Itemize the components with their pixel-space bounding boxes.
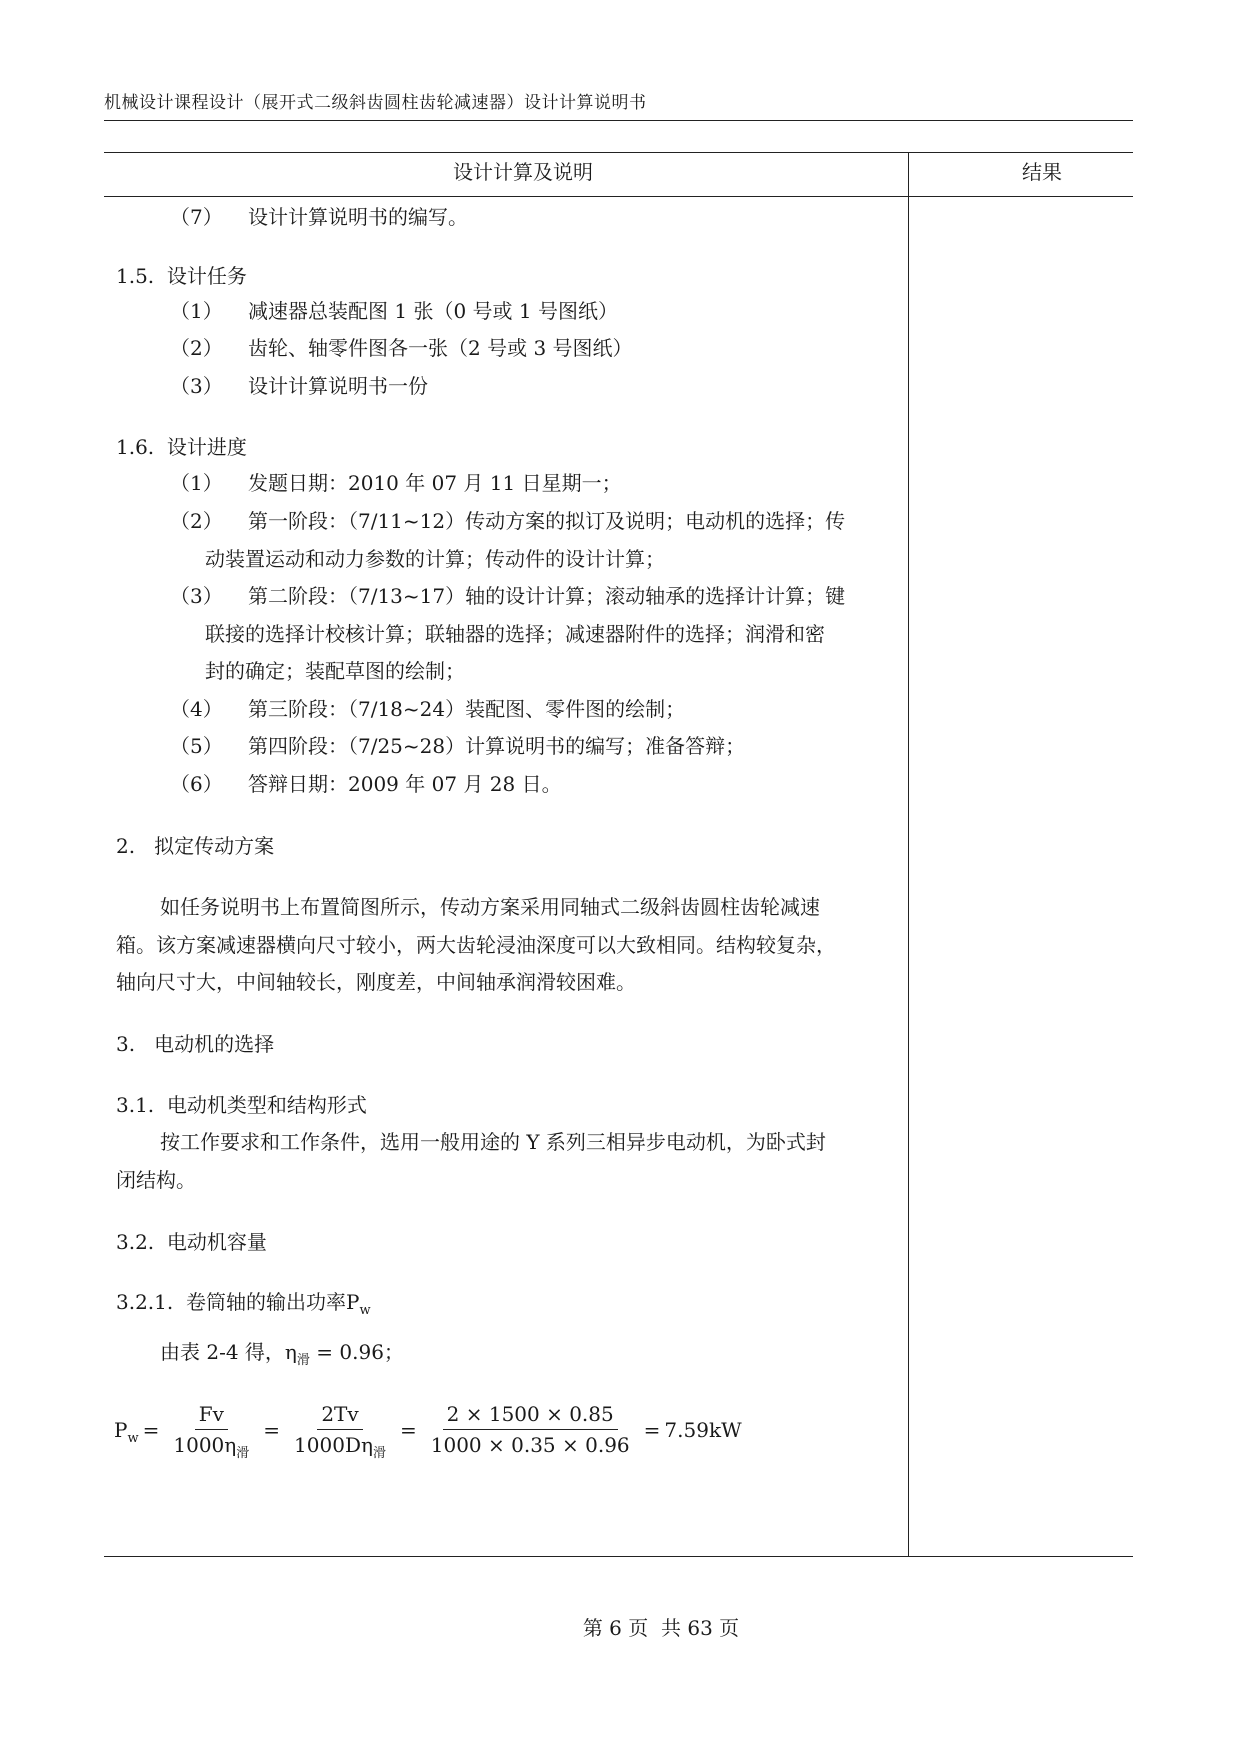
list-item-continuation: 封的确定；装配草图的绘制；	[205, 659, 465, 683]
list-item: （3） 第二阶段：（7/13~17）轴的设计计算；滚动轴承的选择计计算；键	[170, 584, 846, 608]
paragraph-line: 如任务说明书上布置简图所示，传动方案采用同轴式二级斜齿圆柱齿轮减速	[160, 895, 820, 919]
list-item: （3） 设计计算说明书一份	[170, 374, 428, 398]
table-top-rule	[104, 152, 1133, 153]
section-heading-2: 2. 拟定传动方案	[116, 834, 275, 858]
table-reference-line: 由表 2-4 得，$\eta_滑 = 0.96$；	[160, 1340, 404, 1368]
section-heading-3-2: 3.2. 电动机容量	[116, 1230, 267, 1254]
section-heading-3: 3. 电动机的选择	[116, 1032, 275, 1056]
section-heading-1-5: 1.5. 设计任务	[116, 264, 247, 288]
fraction-3: $\frac{2 \times 1500 \times 0.85}{1000 \times 0.35 \times 0.96}$	[430, 1402, 630, 1457]
column-header-result: 结果	[1022, 160, 1062, 184]
paragraph-line: 轴向尺寸大，中间轴较长，刚度差，中间轴承润滑较困难。	[116, 970, 636, 994]
column-header-main: 设计计算及说明	[453, 160, 593, 184]
section-heading-3-2-1: 3.2.1. 卷筒轴的输出功率$P_w$	[116, 1290, 371, 1318]
table-column-divider	[908, 152, 909, 1557]
section-heading-3-1: 3.1. 电动机类型和结构形式	[116, 1093, 367, 1117]
formula-lhs: $P_w$	[114, 1417, 139, 1446]
formula-result: 7.59kW	[664, 1417, 742, 1442]
table-bottom-rule	[104, 1556, 1133, 1557]
power-formula: $P_w$ = $\frac{Fv}{1000\eta_滑}$ = $\frac{2Tv}{1000D\eta_滑}$ = $\frac{2 \times 1500 \times 0.85}{1000 \times 0.35 \times 0.96}$ = 7.59kW	[114, 1402, 742, 1461]
list-item: （1） 减速器总装配图 1 张（0 号或 1 号图纸）	[170, 299, 618, 323]
table-header-rule	[104, 196, 1133, 197]
page-header-title: 机械设计课程设计（展开式二级斜齿圆柱齿轮减速器）设计计算说明书	[104, 93, 647, 113]
section-heading-1-6: 1.6. 设计进度	[116, 435, 247, 459]
paragraph-line: 箱。该方案减速器横向尺寸较小，两大齿轮浸油深度可以大致相同。结构较复杂，	[116, 933, 836, 957]
list-item: （4） 第三阶段：（7/18~24）装配图、零件图的绘制；	[170, 697, 686, 721]
list-item-continuation: 联接的选择计校核计算；联轴器的选择；减速器附件的选择；润滑和密	[205, 622, 825, 646]
fraction-2: $\frac{2Tv}{1000D\eta_滑}$	[294, 1402, 386, 1461]
page-number: 第 6 页 共 63 页	[582, 1616, 740, 1640]
fraction-1: $\frac{Fv}{1000\eta_滑}$	[173, 1402, 250, 1461]
paragraph-line: 按工作要求和工作条件，选用一般用途的 Y 系列三相异步电动机，为卧式封	[160, 1130, 826, 1154]
list-item: （2） 齿轮、轴零件图各一张（2 号或 3 号图纸）	[170, 336, 633, 360]
list-item-continuation: 动装置运动和动力参数的计算；传动件的设计计算；	[205, 547, 665, 571]
list-item: （2） 第一阶段：（7/11~12）传动方案的拟订及说明；电动机的选择；传	[170, 509, 846, 533]
list-item: （6） 答辩日期：2009 年 07 月 28 日。	[170, 772, 562, 796]
list-item: （7） 设计计算说明书的编写。	[170, 205, 468, 229]
list-item: （1） 发题日期：2010 年 07 月 11 日星期一；	[170, 471, 622, 495]
paragraph-line: 闭结构。	[116, 1168, 196, 1192]
header-rule	[104, 120, 1133, 121]
list-item: （5） 第四阶段：（7/25~28）计算说明书的编写；准备答辩；	[170, 734, 746, 758]
